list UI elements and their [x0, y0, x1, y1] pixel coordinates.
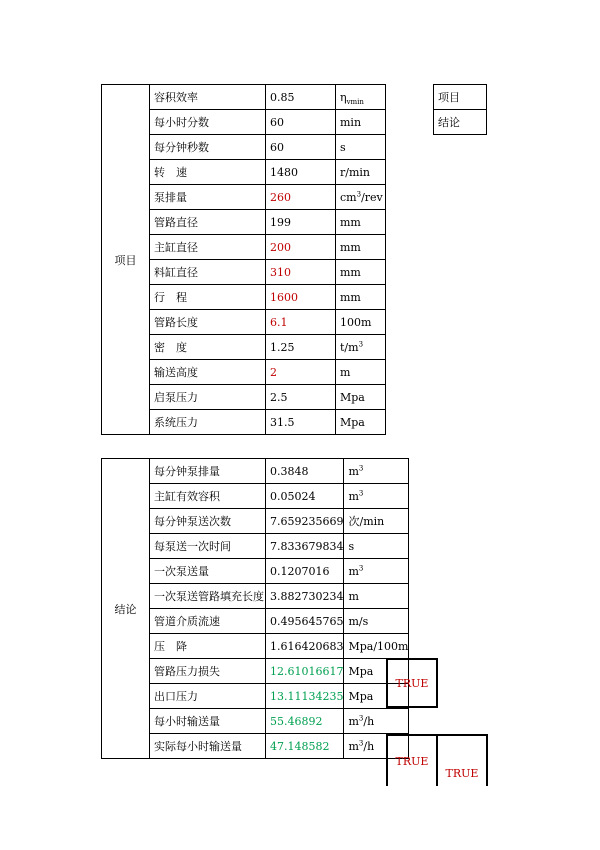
- conclusion-name-cell[interactable]: 管道介质流速: [150, 609, 266, 634]
- conclusion-value-cell[interactable]: 0.1207016: [266, 559, 344, 584]
- unit-superscript: 3: [358, 713, 364, 722]
- unit-base: 次/min: [348, 515, 385, 528]
- check-pressure-value: TRUE: [395, 676, 429, 690]
- project-name-cell[interactable]: 密 度: [150, 335, 266, 360]
- unit-base: m: [348, 489, 359, 503]
- project-value-cell[interactable]: 260: [266, 185, 336, 210]
- conclusion-unit-cell[interactable]: [344, 534, 409, 559]
- project-unit-cell[interactable]: [336, 210, 386, 235]
- conclusion-name-cell[interactable]: 每泵送一次时间: [150, 534, 266, 559]
- conclusion-unit-cell[interactable]: [344, 509, 409, 534]
- legend-conclusion[interactable]: 结论: [434, 110, 487, 135]
- check-output-2[interactable]: [436, 734, 488, 786]
- conclusion-value-cell[interactable]: 0.495645765: [266, 609, 344, 634]
- project-name-cell[interactable]: 系统压力: [150, 410, 266, 435]
- project-unit-cell[interactable]: [336, 160, 386, 185]
- unit-base: m/s: [348, 614, 369, 628]
- check-output-1-value: TRUE: [395, 754, 429, 768]
- project-name-cell[interactable]: 料缸直径: [150, 260, 266, 285]
- conclusion-name-cell[interactable]: 管路压力损失: [150, 659, 266, 684]
- project-name-cell[interactable]: 管路直径: [150, 210, 266, 235]
- project-name-cell[interactable]: 管路长度: [150, 310, 266, 335]
- project-name-cell[interactable]: 启泵压力: [150, 385, 266, 410]
- conclusion-unit-cell[interactable]: [344, 634, 409, 659]
- unit-base: mm: [340, 265, 361, 279]
- project-name-cell[interactable]: 输送高度: [150, 360, 266, 385]
- project-unit-cell[interactable]: [336, 85, 386, 110]
- unit-base: s: [340, 140, 346, 154]
- project-unit-cell[interactable]: [336, 335, 386, 360]
- legend-project[interactable]: 项目: [434, 85, 487, 110]
- unit-subscript: vmin: [346, 97, 364, 106]
- unit-base: m: [340, 365, 351, 379]
- project-unit-cell[interactable]: [336, 185, 386, 210]
- unit-base: mm: [340, 215, 361, 229]
- conclusion-unit-cell[interactable]: [344, 459, 409, 484]
- conclusion-name-cell[interactable]: 一次泵送管路填充长度: [150, 584, 266, 609]
- project-value-cell[interactable]: 0.85: [266, 85, 336, 110]
- conclusion-name-cell[interactable]: 主缸有效容积: [150, 484, 266, 509]
- unit-base: t/m: [340, 340, 359, 354]
- unit-base: s: [348, 539, 355, 553]
- check-output-2-value: TRUE: [445, 766, 479, 780]
- conclusion-value-cell[interactable]: 7.659235669: [266, 509, 344, 534]
- unit-base: m: [348, 564, 359, 578]
- unit-base: 100m: [340, 315, 372, 329]
- conclusion-value-cell[interactable]: 7.833679834: [266, 534, 344, 559]
- check-output-1[interactable]: [386, 734, 438, 786]
- project-unit-cell[interactable]: [336, 285, 386, 310]
- conclusion-unit-cell[interactable]: [344, 559, 409, 584]
- unit-base: η: [340, 90, 347, 104]
- conclusion-group-label: 结论: [102, 459, 150, 759]
- project-name-cell[interactable]: 每小时分数: [150, 110, 266, 135]
- project-value-cell[interactable]: 1480: [266, 160, 336, 185]
- legend-table: [433, 84, 487, 135]
- conclusion-table: [101, 458, 409, 759]
- unit-superscript: 3: [358, 563, 364, 572]
- unit-superscript: 3: [358, 738, 364, 747]
- project-name-cell[interactable]: 泵排量: [150, 185, 266, 210]
- project-unit-cell[interactable]: [336, 235, 386, 260]
- project-value-cell[interactable]: 31.5: [266, 410, 336, 435]
- conclusion-value-cell[interactable]: 55.46892: [266, 709, 344, 734]
- conclusion-name-cell[interactable]: 压 降: [150, 634, 266, 659]
- project-name-cell[interactable]: 主缸直径: [150, 235, 266, 260]
- check-pressure[interactable]: [386, 658, 438, 708]
- project-table: [101, 84, 386, 435]
- project-value-cell[interactable]: 60: [266, 110, 336, 135]
- project-value-cell[interactable]: 310: [266, 260, 336, 285]
- unit-base: Mpa: [348, 664, 374, 678]
- conclusion-name-cell[interactable]: 每分钟泵送次数: [150, 509, 266, 534]
- conclusion-name-cell[interactable]: 实际每小时输送量: [150, 734, 266, 759]
- project-unit-cell[interactable]: [336, 310, 386, 335]
- conclusion-unit-cell[interactable]: [344, 484, 409, 509]
- unit-superscript: 3: [358, 463, 364, 472]
- project-unit-cell[interactable]: [336, 260, 386, 285]
- conclusion-value-cell[interactable]: 3.882730234: [266, 584, 344, 609]
- project-value-cell[interactable]: 199: [266, 210, 336, 235]
- unit-base: Mpa: [340, 390, 365, 404]
- conclusion-row: [102, 459, 409, 484]
- project-unit-cell[interactable]: [336, 360, 386, 385]
- project-value-cell[interactable]: 6.1: [266, 310, 336, 335]
- unit-base: mm: [340, 290, 361, 304]
- project-value-cell[interactable]: 2: [266, 360, 336, 385]
- project-group-label: 项目: [102, 85, 150, 435]
- project-unit-cell[interactable]: [336, 135, 386, 160]
- project-value-cell[interactable]: 60: [266, 135, 336, 160]
- project-row: [102, 85, 386, 110]
- conclusion-unit-cell[interactable]: [344, 709, 409, 734]
- conclusion-value-cell[interactable]: 0.3848: [266, 459, 344, 484]
- project-name-cell[interactable]: 行 程: [150, 285, 266, 310]
- project-name-cell[interactable]: 容积效率: [150, 85, 266, 110]
- conclusion-value-cell[interactable]: 13.11134235: [266, 684, 344, 709]
- unit-base: Mpa: [348, 689, 374, 703]
- unit-base: mm: [340, 240, 361, 254]
- conclusion-value-cell[interactable]: 47.148582: [266, 734, 344, 759]
- unit-base: r/min: [340, 165, 370, 179]
- project-name-cell[interactable]: 每分钟秒数: [150, 135, 266, 160]
- unit-tail: /h: [363, 739, 375, 753]
- project-value-cell[interactable]: 2.5: [266, 385, 336, 410]
- project-unit-cell[interactable]: [336, 385, 386, 410]
- conclusion-name-cell[interactable]: 出口压力: [150, 684, 266, 709]
- unit-base: min: [340, 115, 362, 129]
- unit-superscript: 3: [358, 488, 364, 497]
- conclusion-value-cell[interactable]: 12.61016617: [266, 659, 344, 684]
- conclusion-name-cell[interactable]: 每小时输送量: [150, 709, 266, 734]
- unit-base: Mpa: [340, 415, 365, 429]
- project-name-cell[interactable]: 转 速: [150, 160, 266, 185]
- unit-tail: /rev: [361, 190, 383, 204]
- project-unit-cell[interactable]: [336, 410, 386, 435]
- unit-superscript: 3: [356, 189, 362, 198]
- project-value-cell[interactable]: 1.25: [266, 335, 336, 360]
- project-value-cell[interactable]: 200: [266, 235, 336, 260]
- unit-base: m: [348, 714, 359, 728]
- unit-base: cm: [340, 190, 357, 204]
- conclusion-unit-cell[interactable]: [344, 584, 409, 609]
- unit-tail: /h: [363, 714, 375, 728]
- conclusion-name-cell[interactable]: 一次泵送量: [150, 559, 266, 584]
- project-unit-cell[interactable]: [336, 110, 386, 135]
- unit-base: Mpa/100m: [348, 639, 409, 653]
- project-value-cell[interactable]: 1600: [266, 285, 336, 310]
- unit-superscript: 3: [358, 339, 364, 348]
- unit-base: m: [348, 464, 359, 478]
- unit-base: m: [348, 589, 359, 603]
- conclusion-value-cell[interactable]: 0.05024: [266, 484, 344, 509]
- conclusion-unit-cell[interactable]: [344, 609, 409, 634]
- unit-base: m: [348, 739, 359, 753]
- conclusion-value-cell[interactable]: 1.616420683: [266, 634, 344, 659]
- conclusion-name-cell[interactable]: 每分钟泵排量: [150, 459, 266, 484]
